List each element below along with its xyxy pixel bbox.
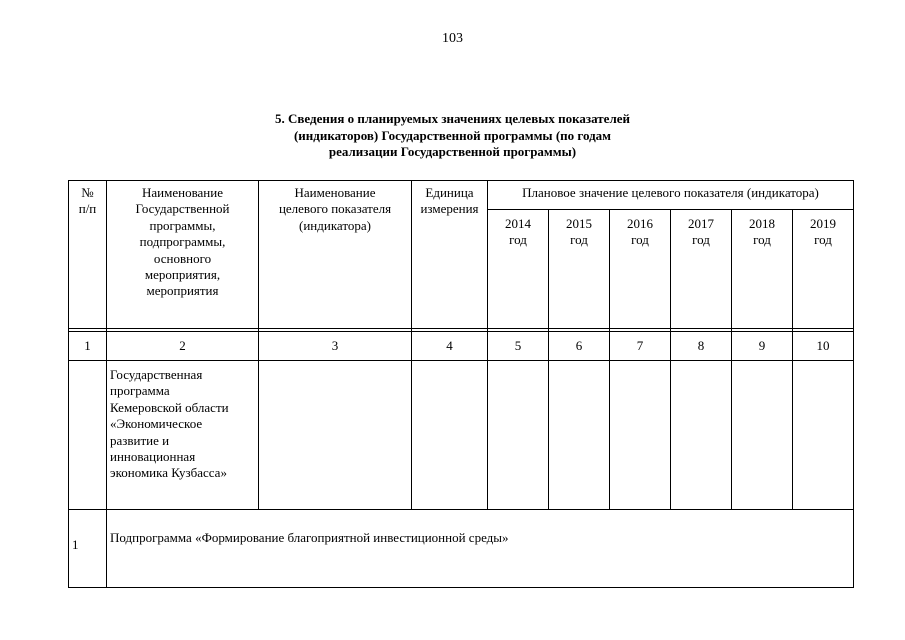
header-year-2018: 2018 год <box>749 216 775 248</box>
header-year-2017: 2017 год <box>688 216 714 248</box>
title-line: (индикаторов) Государственной программы (по годам <box>293 127 612 143</box>
title-line: 5. Сведения о планируемых значениях целевых показателей <box>275 111 630 126</box>
column-number: 2 <box>179 338 186 353</box>
header-year-2016: 2016 год <box>627 216 653 248</box>
column-number: 5 <box>514 338 522 353</box>
column-number: 10 <box>816 338 830 353</box>
table-row-subprogram-num: 1 <box>72 537 79 552</box>
table-row-subprogram-name: Подпрограмма «Формирование благоприятной инвестиционной среды» <box>110 530 509 545</box>
header-year-2015: 2015 год <box>566 216 592 248</box>
column-number: 1 <box>84 338 91 353</box>
column-number: 8 <box>697 338 705 353</box>
header-num: № п/п <box>78 185 97 217</box>
column-number: 7 <box>636 338 644 353</box>
document-title <box>0 111 905 161</box>
page-number: 103 <box>442 31 463 46</box>
header-indicator: Наименование целевого показателя (индикатора) <box>278 185 392 233</box>
header-year-2019: 2019 год <box>810 216 836 248</box>
header-program: Наименование Государственной программы, подпрограммы, основного мероприятия, мероприятия <box>135 185 230 299</box>
header-unit: Единица измерения <box>420 185 479 217</box>
header-year-2014: 2014 год <box>505 216 531 248</box>
title-line: реализации Государственной программы) <box>328 144 577 159</box>
table-row-program-name: Государственная программа Кемеровской области «Экономическое развитие и инновационная экономика Кузбасса» <box>110 367 229 481</box>
column-number: 9 <box>758 338 766 353</box>
header-planned-value: Плановое значение целевого показателя (индикатора) <box>522 185 819 200</box>
column-number: 3 <box>331 338 339 353</box>
column-number: 4 <box>446 338 453 353</box>
column-number: 6 <box>575 338 583 353</box>
